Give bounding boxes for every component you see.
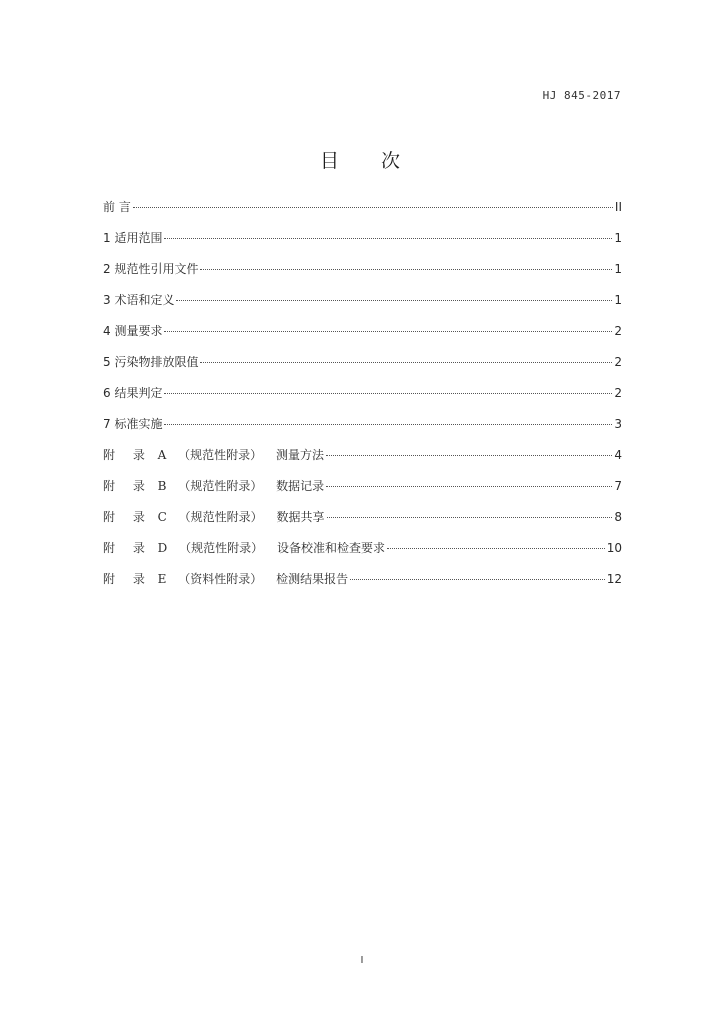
appendix-type: （规范性附录） [178,479,263,493]
toc-entry-page: 12 [606,572,622,586]
toc-entry-page: 1 [614,293,622,307]
toc-entry-page: 3 [614,417,622,431]
toc-entry-label [103,570,348,587]
appendix-letter: C [157,510,167,524]
toc-entry-scope[interactable] [103,229,622,260]
dot-leader [164,424,612,425]
appendix-letter: D [157,541,168,555]
toc-entry-appendix-d[interactable] [103,539,622,570]
dot-leader [326,455,612,456]
toc-entry-appendix-e[interactable] [103,570,622,601]
appendix-title: 设备校准和检查要求 [276,541,385,555]
dot-leader [176,300,612,301]
appendix-prefix: 附 录 [103,448,152,462]
toc-entry-appendix-c[interactable] [103,508,622,539]
appendix-title: 数据共享 [276,510,325,524]
page-number: I [360,955,364,966]
dot-leader [164,393,612,394]
toc-entry-page: 2 [614,324,622,338]
dot-leader [164,238,612,239]
toc-entry-label: 5 污染物排放限值 [103,355,199,369]
appendix-title: 检测结果报告 [276,572,349,586]
dot-leader [200,269,612,270]
toc-entry-page: 4 [614,448,622,462]
toc-entry-page: 2 [614,355,622,369]
toc-entry-label: 前 言 [103,200,131,214]
appendix-type: （资料性附录） [178,572,263,586]
toc-entry-label: 1 适用范围 [103,231,163,245]
toc-entry-label: 3 术语和定义 [103,293,175,307]
dot-leader [326,486,612,487]
appendix-type: （规范性附录） [179,541,264,555]
appendix-type: （规范性附录） [178,510,263,524]
toc-entry-page: 8 [614,510,622,524]
toc-entry-appendix-b[interactable] [103,477,622,508]
toc-entry-appendix-a[interactable] [103,446,622,477]
appendix-type: （规范性附录） [178,448,263,462]
toc-entry-implementation[interactable] [103,415,622,446]
toc-entry-page: 1 [614,262,622,276]
toc-entry-result-judgment[interactable] [103,384,622,415]
appendix-prefix: 附 录 [103,572,152,586]
toc-entry-label [103,539,385,556]
toc-entry-foreword[interactable] [103,198,622,229]
toc-entry-label: 7 标准实施 [103,417,163,431]
toc-entry-page: II [614,200,622,214]
appendix-title: 数据记录 [276,479,325,493]
toc-entry-label [103,508,325,525]
toc-entry-page: 10 [606,541,622,555]
toc-entry-label [103,477,324,494]
toc-entry-label: 6 结果判定 [103,386,163,400]
toc-entry-label: 4 测量要求 [103,324,163,338]
toc-entry-page: 1 [614,231,622,245]
appendix-prefix: 附 录 [103,510,152,524]
toc-entry-emission-limits[interactable] [103,353,622,384]
toc-entry-normative-references[interactable] [103,260,622,291]
toc-entry-page: 2 [614,386,622,400]
appendix-letter: B [157,479,167,493]
dot-leader [327,517,613,518]
dot-leader [387,548,605,549]
toc-entry-label [103,446,324,463]
dot-leader [200,362,612,363]
page-title: 目 次 [319,150,419,172]
toc-entry-terms-definitions[interactable] [103,291,622,322]
toc-entry-measurement-requirements[interactable] [103,322,622,353]
appendix-letter: A [157,448,167,462]
dot-leader [133,207,613,208]
dot-leader [164,331,612,332]
table-of-contents [103,198,622,601]
appendix-title: 测量方法 [276,448,325,462]
appendix-prefix: 附 录 [103,541,152,555]
appendix-letter: E [157,572,167,586]
dot-leader [350,579,605,580]
standard-code: HJ 845-2017 [542,89,621,102]
toc-entry-label: 2 规范性引用文件 [103,262,199,276]
toc-entry-page: 7 [614,479,622,493]
appendix-prefix: 附 录 [103,479,152,493]
